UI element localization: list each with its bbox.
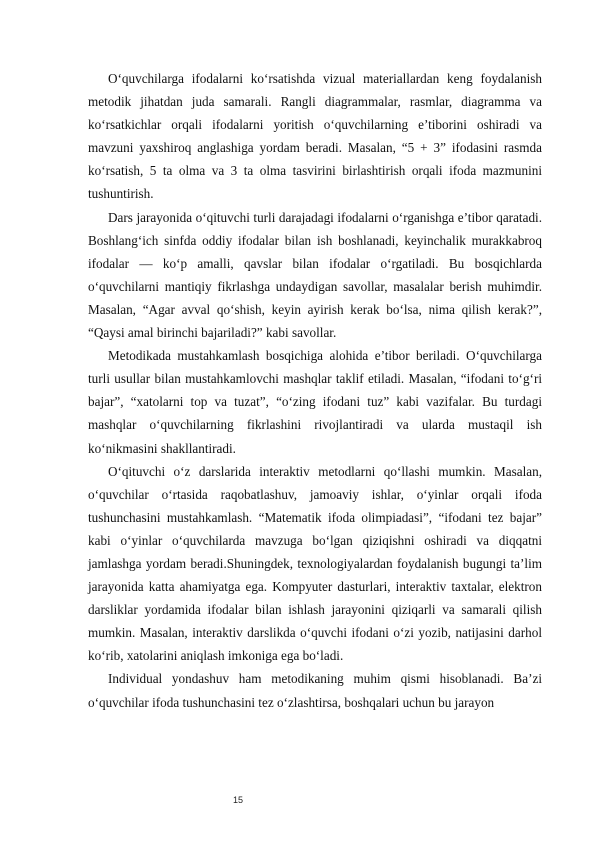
page-number: 15 [232,795,243,805]
paragraph-interactive-methods: O‘qituvchi o‘z darslarida interaktiv metodlarni qo‘llashi mumkin. Masalan, o‘quvchilar o‘rtasida raqobatlashuv, jamoaviy ishlar, o‘yinlar orqali ifoda tushunchasini mustahkamlash. “Matematik ifoda olimpiadasi”, “ifodani tez bajar” kabi o‘yinlar o‘quvchilarda mavzuga bo‘lgan qiziqishni oshiradi va diqqatni jamlashga yordam beradi.Shuningdek, texnologiyalardan foydalanish bugungi ta’lim jarayonida katta ahamiyatga ega. Kompyuter dasturlari, interaktiv taxtalar, elektron darsliklar yordamida ifodalar bilan ishlash jarayonini qiziqarli va samarali qilish mumkin. Masalan, interaktiv darslikda o‘quvchi ifodani o‘zi yozib, natijasini darhol ko‘rib, xatolarini aniqlash imkoniga ega bo‘ladi. [88,463,542,664]
paragraph-individual-approach: Individual yondashuv ham metodikaning muhim qismi hisoblanadi. Ba’zi o‘quvchilar ifoda tushunchasini tez o‘zlashtirsa, boshqalari uchun bu jarayon [88,671,542,710]
body-text [88,67,542,714]
paragraph-reinforcement: Metodikada mustahkamlash bosqichiga alohida e’tibor beriladi. O‘quvchilarga turli usullar bilan mustahkamlovchi mashqlar taklif etiladi. Masalan, “ifodani to‘g‘ri bajar”, “xatolarni top va tuzat”, “o‘zing ifodani tuz” kabi vazifalar. Bu turdagi mashqlar o‘quvchilarning fikrlashini rivojlantiradi va ularda mustaqil ish ko‘nikmasini shakllantiradi. [88,348,542,456]
paragraph-lesson-levels: Dars jarayonida o‘qituvchi turli darajadagi ifodalarni o‘rganishga e’tibor qaratadi. Boshlang‘ich sinfda oddiy ifodalar bilan ish boshlanadi, keyinchalik murakkabroq ifodalar — ko‘p amalli, qavslar bilan ifodalar o‘rgatiladi. Bu bosqichlarda o‘quvchilarni mantiqiy fikrlashga undaydigan savollar, masalalar berish muhimdir. Masalan, “Agar avval qo‘shish, keyin ayirish kerak bo‘lsa, nima qilish kerak?”, “Qaysi amal birinchi bajariladi?” kabi savollar. [88,209,542,341]
paragraph-visual-materials: O‘quvchilarga ifodalarni ko‘rsatishda vizual materiallardan keng foydalanish metodik jihatdan juda samarali. Rangli diagrammalar, rasmlar, diagramma va ko‘rsatkichlar orqali ifodalarni yoritish o‘quvchilarning e’tiborini oshiradi va mavzuni yaxshiroq anglashiga yordam beradi. Masalan, “5 + 3” ifodasini rasmda ko‘rsatish, 5 ta olma va 3 ta olma tasvirini birlashtirish orqali ifoda mazmunini tushuntirish. [88,71,542,202]
